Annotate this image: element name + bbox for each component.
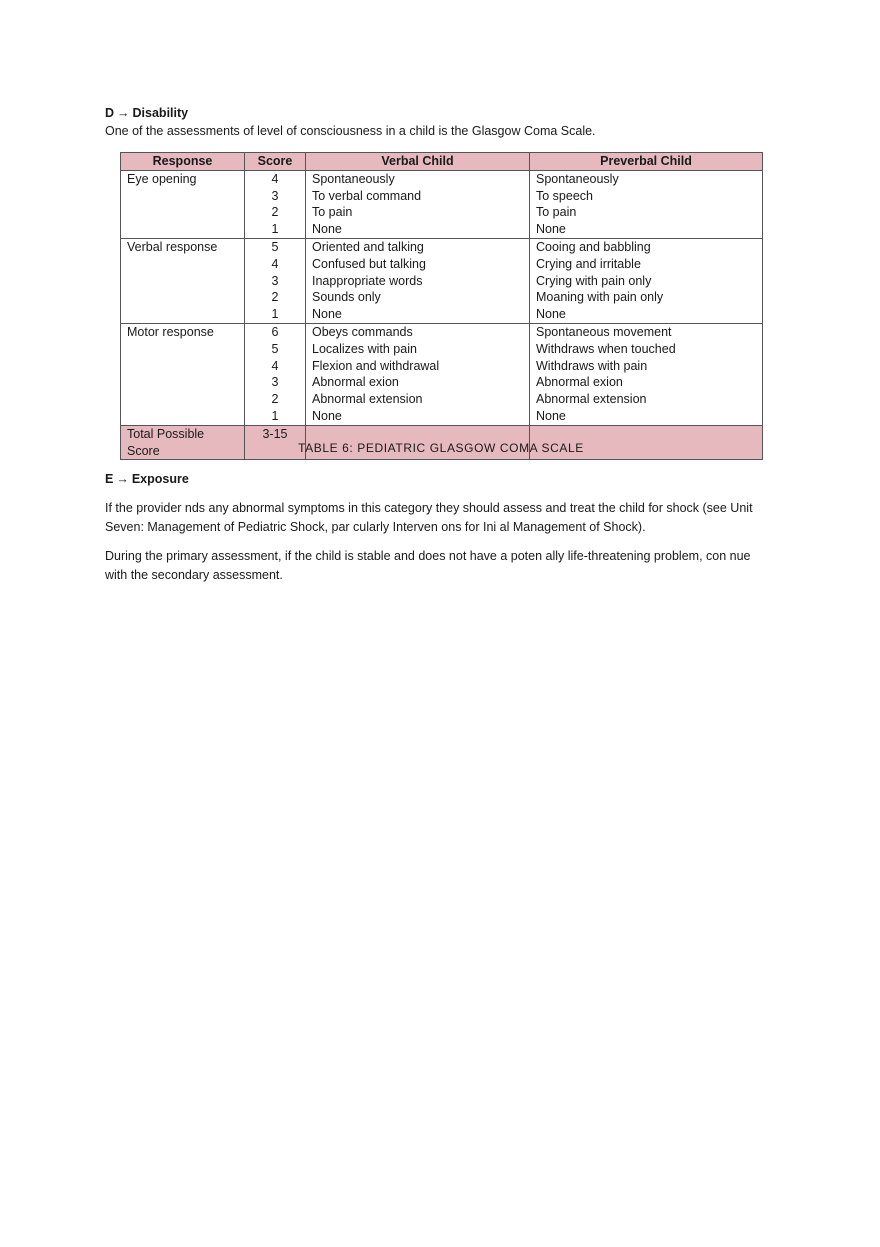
preverbal-value: Abnormal extension — [536, 392, 647, 407]
verbal-value: Abnormal extension — [312, 392, 423, 407]
table-row — [121, 170, 763, 238]
verbal-value: Obeys commands — [312, 324, 413, 339]
score-cell — [245, 238, 306, 323]
table-row — [121, 238, 763, 323]
verbal-cell — [306, 238, 530, 323]
score-value: 1 — [271, 222, 279, 237]
preverbal-value: Crying and irritable — [536, 256, 641, 271]
score-value: 5 — [271, 341, 279, 356]
score-value: 3 — [271, 375, 279, 390]
preverbal-value: None — [536, 307, 566, 322]
preverbal-cell — [530, 238, 763, 323]
header-preverbal-child: Preverbal Child — [530, 153, 763, 171]
response-cell: Verbal response — [121, 238, 245, 323]
section-e-letter: E — [105, 472, 114, 486]
verbal-value: Localizes with pain — [312, 341, 417, 356]
preverbal-value: Withdraws with pain — [536, 358, 648, 373]
verbal-value: None — [312, 307, 342, 322]
preverbal-cell — [530, 323, 763, 425]
score-value: 6 — [271, 324, 279, 339]
preverbal-value: Withdraws when touched — [536, 341, 676, 356]
glasgow-coma-scale-table — [120, 152, 763, 460]
preverbal-cell — [530, 170, 763, 238]
response-cell: Motor response — [121, 323, 245, 425]
verbal-value: Confused but talking — [312, 256, 426, 271]
verbal-cell — [306, 323, 530, 425]
section-d-heading — [105, 104, 765, 122]
preverbal-value: Abnormal exion — [536, 375, 623, 390]
verbal-value: Oriented and talking — [312, 239, 424, 254]
score-value: 2 — [271, 392, 279, 407]
preverbal-value: To speech — [536, 188, 593, 203]
verbal-value: None — [312, 408, 342, 423]
preverbal-value: Crying with pain only — [536, 273, 652, 288]
preverbal-value: Moaning with pain only — [536, 290, 664, 305]
table-caption: TABLE 6: PEDIATRIC GLASGOW COMA SCALE — [298, 441, 584, 455]
score-value: 5 — [271, 239, 279, 254]
preverbal-value: None — [536, 408, 566, 423]
verbal-value: Abnormal exion — [312, 375, 399, 390]
total-label: Total Possible Score — [121, 425, 245, 460]
section-d — [105, 104, 765, 140]
section-e — [105, 470, 765, 584]
score-value: 4 — [271, 256, 279, 271]
score-value: 3 — [271, 188, 279, 203]
section-e-paragraph-1: If the provider nds any abnormal symptoms in this category they should assess and treat the child for shock (see Unit Seven: Management of Pediatric Shock, par cularly Interven ons for Ini al Management of Shock). — [105, 501, 753, 534]
verbal-value: None — [312, 222, 342, 237]
score-value: 1 — [271, 408, 279, 423]
score-value: 4 — [271, 358, 279, 373]
section-d-letter: D — [105, 106, 115, 120]
preverbal-value: Spontaneously — [536, 171, 619, 186]
verbal-value: Spontaneously — [312, 171, 395, 186]
preverbal-value: Cooing and babbling — [536, 239, 651, 254]
score-cell — [245, 170, 306, 238]
score-cell — [245, 323, 306, 425]
score-value: 3 — [271, 273, 279, 288]
verbal-value: To pain — [312, 205, 353, 220]
header-score: Score — [245, 153, 306, 171]
score-value: 2 — [271, 205, 279, 220]
preverbal-value: Spontaneous movement — [536, 324, 672, 339]
score-value: 2 — [271, 290, 279, 305]
preverbal-value: To pain — [536, 205, 577, 220]
score-value: 1 — [271, 307, 279, 322]
verbal-value: Flexion and withdrawal — [312, 358, 440, 373]
response-cell: Eye opening — [121, 170, 245, 238]
header-verbal-child: Verbal Child — [306, 153, 530, 171]
verbal-value: To verbal command — [312, 188, 422, 203]
verbal-cell — [306, 170, 530, 238]
total-score: 3-15 — [245, 425, 306, 460]
header-response: Response — [121, 153, 245, 171]
section-d-title: Disability — [132, 106, 189, 120]
verbal-value: Sounds only — [312, 290, 381, 305]
section-d-intro: One of the assessments of level of consciousness in a child is the Glasgow Coma Scale. — [105, 124, 596, 138]
section-e-heading — [105, 470, 765, 488]
section-e-title: Exposure — [131, 472, 189, 486]
section-e-paragraph-2: During the primary assessment, if the child is stable and does not have a poten ally life-threatening problem, con nue with the secondary assessment. — [105, 549, 751, 582]
table-row — [121, 323, 763, 425]
score-value: 4 — [271, 171, 279, 186]
preverbal-value: None — [536, 222, 566, 237]
verbal-value: Inappropriate words — [312, 273, 423, 288]
arrow-right-icon: → — [117, 106, 130, 120]
arrow-right-icon: → — [116, 472, 129, 486]
table-header-row — [121, 153, 763, 171]
